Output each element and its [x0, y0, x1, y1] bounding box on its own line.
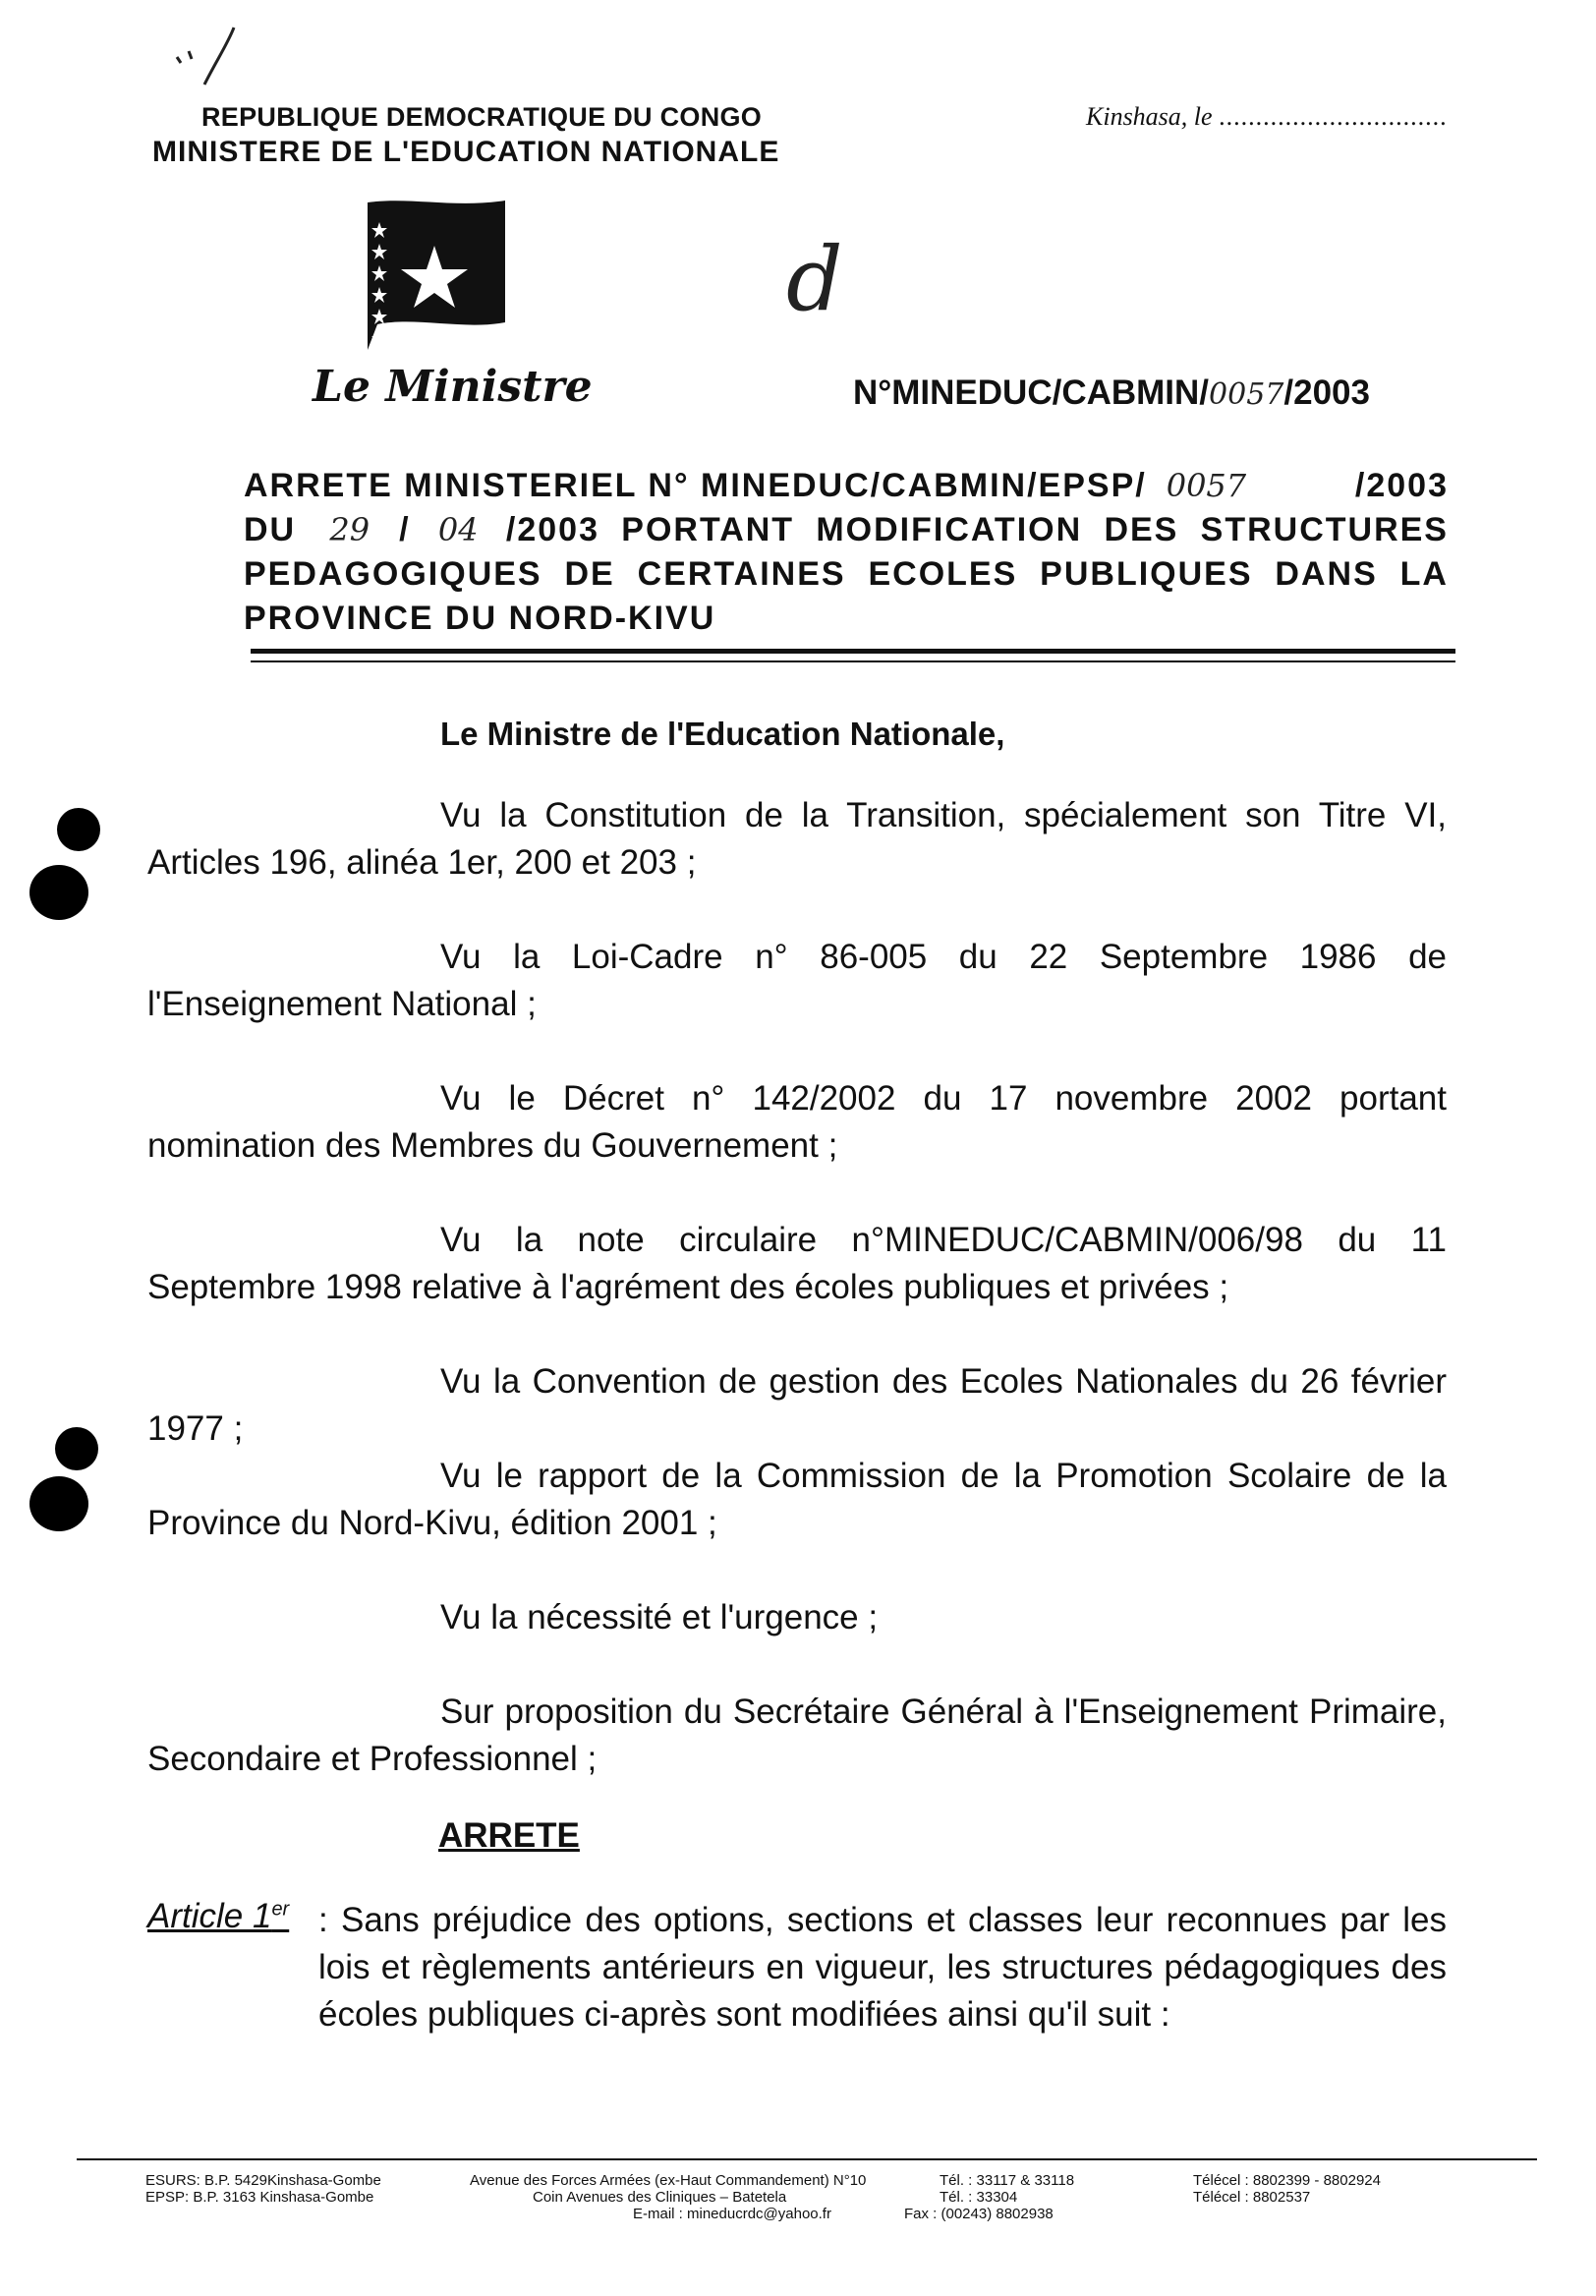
- punch-hole-mark: [29, 865, 88, 920]
- consideration-paragraph: Vu la note circulaire n°MINEDUC/CABMIN/006/98 du 11 Septembre 1998 relative à l'agrément des écoles publiques et privées ;: [147, 1221, 1447, 1306]
- minister-heading: Le Ministre de l'Education Nationale,: [440, 716, 1005, 752]
- article-1-text: : Sans préjudice des options, sections et classes leur reconnues par les lois et règlements antérieurs en vigueur, les structures pédagogiques des écoles publiques ci-après sont modifiées ainsi qu'il suit :: [318, 1901, 1447, 2034]
- footer-line: Coin Avenues des Cliniques – Batetela: [533, 2189, 787, 2206]
- title-line-1: [244, 464, 1449, 508]
- footer-line: Tél. : 33117 & 33118: [940, 2172, 1075, 2189]
- reference-handwritten: 0057: [1209, 377, 1284, 412]
- punch-hole-mark: [57, 808, 100, 851]
- title-rule-thick: [251, 649, 1455, 654]
- place-date-dots: ...............................: [1219, 102, 1448, 131]
- consideration-paragraph: Sur proposition du Secrétaire Général à l'Enseignement Primaire, Secondaire et Professionnel ;: [147, 1693, 1447, 1778]
- footer-col-2: [470, 2172, 866, 2222]
- footer-line: Tél. : 33304: [940, 2189, 1018, 2206]
- footer-col-1: [145, 2172, 381, 2206]
- title-line1-suffix: /2003: [1354, 467, 1449, 504]
- decree-heading: ARRETE: [438, 1816, 580, 1855]
- ministry-name: MINISTERE DE L'EDUCATION NATIONALE: [152, 136, 780, 168]
- signature-label: Le Ministre: [313, 362, 593, 412]
- footer-line: Télécel : 8802399 - 8802924: [1193, 2172, 1381, 2189]
- footer-rule: [77, 2158, 1537, 2160]
- reference-prefix: N°MINEDUC/CABMIN/: [853, 373, 1210, 412]
- flag-emblem-icon: [356, 193, 513, 356]
- reference-number: [853, 373, 1370, 413]
- footer-line: Fax : (00243) 8802938: [904, 2206, 1054, 2222]
- title-rule-thin: [251, 660, 1455, 662]
- footer-line: E-mail : mineducrdc@yahoo.fr: [633, 2206, 831, 2222]
- footer-line: Avenue des Forces Armées (ex-Haut Commandement) N°10: [470, 2172, 867, 2189]
- reference-suffix: /2003: [1283, 373, 1370, 412]
- footer-line: EPSP: B.P. 3163 Kinshasa-Gombe: [145, 2189, 374, 2206]
- consideration-paragraph: Vu la Loi-Cadre n° 86-005 du 22 Septembre 1986 de l'Enseignement National ;: [147, 938, 1447, 1023]
- punch-hole-mark: [29, 1476, 88, 1531]
- footer-line: ESURS: B.P. 5429Kinshasa-Gombe: [145, 2172, 381, 2189]
- title-day-handwritten: 29: [329, 511, 370, 548]
- place-date-field: [1086, 102, 1448, 132]
- consideration-paragraph: Vu la nécessité et l'urgence ;: [440, 1598, 879, 1636]
- title-rest: DU 29 / 04 /2003 PORTANT MODIFICATION DES STRUCTURES PEDAGOGIQUES DE CERTAINES ECOLES PUBLIQUES DANS LA PROVINCE DU NORD-KIVU: [244, 511, 1449, 637]
- title-line1-prefix: ARRETE MINISTERIEL N° MINEDUC/CABMIN/EPSP/: [244, 467, 1147, 504]
- consideration-paragraph: Vu la Constitution de la Transition, spécialement son Titre VI, Articles 196, alinéa 1er, 200 et 203 ;: [147, 796, 1447, 882]
- punch-hole-mark: [55, 1427, 98, 1470]
- title-du: DU: [244, 511, 297, 548]
- article-1-label-text: Article 1: [147, 1897, 272, 1935]
- consideration-paragraph: Vu le Décret n° 142/2002 du 17 novembre 2002 portant nomination des Membres du Gouvernement ;: [147, 1079, 1447, 1165]
- place-date-label: Kinshasa, le: [1086, 102, 1213, 131]
- title-line1-handwritten: 0057: [1166, 467, 1247, 504]
- decree-title: [244, 464, 1449, 641]
- article-1-label-sup: er: [271, 1898, 290, 1921]
- title-rest-text: /2003 PORTANT MODIFICATION DES STRUCTURES PEDAGOGIQUES DE CERTAINES ECOLES PUBLIQUES DANS LA PROVINCE DU NORD-KIVU: [244, 511, 1449, 637]
- title-month-handwritten: 04: [437, 511, 479, 548]
- consideration-paragraph: Vu la Convention de gestion des Ecoles Nationales du 26 février 1977 ;: [147, 1362, 1447, 1448]
- handwritten-slash-mark: [118, 24, 256, 92]
- article-1-label: [147, 1897, 289, 1936]
- footer-col-3: [904, 2172, 1075, 2222]
- consideration-paragraph: Vu le rapport de la Commission de la Promotion Scolaire de la Province du Nord-Kivu, édition 2001 ;: [147, 1457, 1447, 1542]
- footer-col-4: [1193, 2172, 1381, 2206]
- handwritten-initial: d: [786, 228, 843, 331]
- republic-name: REPUBLIQUE DEMOCRATIQUE DU CONGO: [201, 102, 763, 132]
- footer-line: Télécel : 8802537: [1193, 2189, 1311, 2206]
